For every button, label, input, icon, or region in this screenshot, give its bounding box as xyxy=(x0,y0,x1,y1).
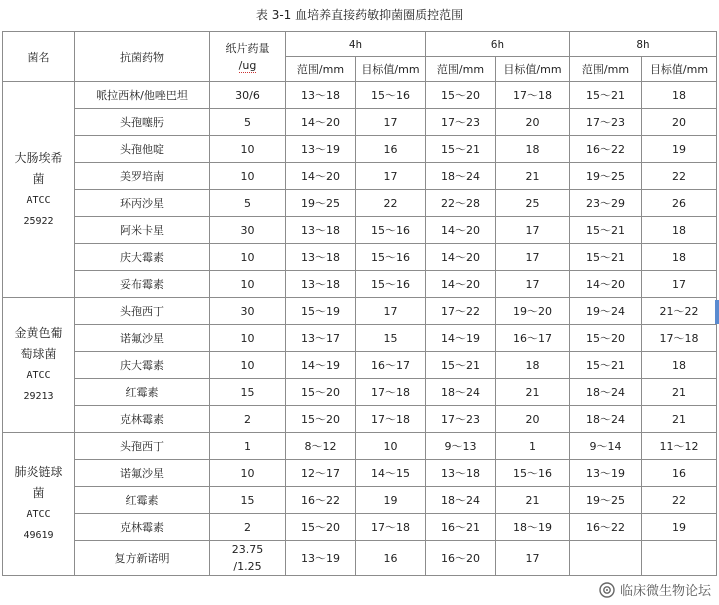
range-6h-cell: 17～23 xyxy=(426,406,496,433)
table-row xyxy=(3,352,717,379)
target-6h-cell: 18 xyxy=(496,136,570,163)
target-6h-cell: 17 xyxy=(496,541,570,576)
target-8h-cell xyxy=(642,541,717,576)
target-8h-cell: 21 xyxy=(642,379,717,406)
table-row xyxy=(3,298,717,325)
target-8h-cell: 18 xyxy=(642,82,717,109)
target-8h-cell: 22 xyxy=(642,487,717,514)
target-8h-cell: 18 xyxy=(642,244,717,271)
watermark-text: 临床微生物论坛 xyxy=(619,584,711,599)
target-6h-cell: 20 xyxy=(496,109,570,136)
target-4h-cell: 16 xyxy=(356,136,426,163)
range-8h-cell: 19～25 xyxy=(570,487,642,514)
dose-cell: 1 xyxy=(210,433,286,460)
table-row xyxy=(3,82,717,109)
range-6h-cell: 17～23 xyxy=(426,109,496,136)
range-4h-cell: 8～12 xyxy=(286,433,356,460)
table-row xyxy=(3,460,717,487)
organism-line: 49619 xyxy=(23,530,54,541)
drug-cell: 头孢西丁 xyxy=(75,433,210,460)
target-6h-cell: 25 xyxy=(496,190,570,217)
target-6h-cell: 18 xyxy=(496,352,570,379)
range-6h-cell: 15～21 xyxy=(426,136,496,163)
target-8h-cell: 26 xyxy=(642,190,717,217)
header-time-8h: 8h xyxy=(570,32,717,57)
organism-line: 菌 xyxy=(32,171,45,186)
target-6h-cell: 21 xyxy=(496,163,570,190)
range-6h-cell: 14～20 xyxy=(426,244,496,271)
organism-line: 大肠埃希 xyxy=(14,150,63,165)
range-4h-cell: 13～19 xyxy=(286,541,356,576)
table-row xyxy=(3,487,717,514)
drug-cell: 诺氟沙星 xyxy=(75,460,210,487)
range-4h-cell: 13～17 xyxy=(286,325,356,352)
range-8h-cell: 18～24 xyxy=(570,379,642,406)
range-8h-cell: 15～21 xyxy=(570,352,642,379)
target-4h-cell: 15～16 xyxy=(356,82,426,109)
header-target: 目标值/mm xyxy=(356,57,426,82)
scrollbar-thumb[interactable] xyxy=(715,300,719,324)
organism-line: 菌 xyxy=(32,486,45,500)
range-4h-cell: 19～25 xyxy=(286,190,356,217)
header-dose xyxy=(210,32,286,82)
range-8h-cell: 16～22 xyxy=(570,514,642,541)
dose-cell: 10 xyxy=(210,460,286,487)
target-4h-cell: 17～18 xyxy=(356,406,426,433)
dose-cell: 10 xyxy=(210,163,286,190)
table-row xyxy=(3,136,717,163)
table-row xyxy=(3,541,717,576)
table-row xyxy=(3,271,717,298)
target-6h-cell: 16～17 xyxy=(496,325,570,352)
target-4h-cell: 17～18 xyxy=(356,379,426,406)
target-8h-cell: 18 xyxy=(642,352,717,379)
range-8h-cell: 9～14 xyxy=(570,433,642,460)
table-caption: 表 3-1 血培养直接药敏抑菌圈质控范围 xyxy=(255,8,464,22)
range-8h-cell: 19～25 xyxy=(570,163,642,190)
target-4h-cell: 15 xyxy=(356,325,426,352)
target-8h-cell: 17 xyxy=(642,271,717,298)
target-8h-cell: 20 xyxy=(642,109,717,136)
range-8h-cell: 23～29 xyxy=(570,190,642,217)
target-8h-cell: 21 xyxy=(642,406,717,433)
range-6h-cell: 17～22 xyxy=(426,298,496,325)
range-8h-cell: 18～24 xyxy=(570,406,642,433)
table-row xyxy=(3,433,717,460)
range-8h-cell: 15～21 xyxy=(570,244,642,271)
table-row xyxy=(3,406,717,433)
drug-cell: 头孢他啶 xyxy=(75,136,210,163)
range-6h-cell: 18～24 xyxy=(426,487,496,514)
table-row xyxy=(3,244,717,271)
target-4h-cell: 17 xyxy=(356,163,426,190)
target-4h-cell: 19 xyxy=(356,487,426,514)
dose-cell: 2 xyxy=(210,406,286,433)
dose-cell: 10 xyxy=(210,325,286,352)
range-4h-cell: 15～20 xyxy=(286,514,356,541)
dose-cell: 10 xyxy=(210,136,286,163)
target-6h-cell: 1 xyxy=(496,433,570,460)
range-4h-cell: 13～18 xyxy=(286,82,356,109)
organism-line: 29213 xyxy=(23,391,54,402)
range-8h-cell: 15～20 xyxy=(570,325,642,352)
organism-line: ATCC xyxy=(26,509,51,520)
header-target: 目标值/mm xyxy=(642,57,717,82)
header-range: 范围/mm xyxy=(570,57,642,82)
target-4h-cell: 15～16 xyxy=(356,244,426,271)
range-4h-cell: 14～20 xyxy=(286,163,356,190)
range-4h-cell: 15～20 xyxy=(286,379,356,406)
range-4h-cell: 13～19 xyxy=(286,136,356,163)
range-6h-cell: 18～24 xyxy=(426,163,496,190)
dose-cell: 10 xyxy=(210,271,286,298)
dose-cell: 30 xyxy=(210,217,286,244)
drug-cell: 庆大霉素 xyxy=(75,352,210,379)
target-8h-cell: 19 xyxy=(642,136,717,163)
range-6h-cell: 13～18 xyxy=(426,460,496,487)
target-6h-cell: 17 xyxy=(496,271,570,298)
range-8h-cell: 15～21 xyxy=(570,217,642,244)
header-time-6h: 6h xyxy=(426,32,570,57)
target-4h-cell: 17 xyxy=(356,109,426,136)
drug-cell: 妥布霉素 xyxy=(75,271,210,298)
range-6h-cell: 16～21 xyxy=(426,514,496,541)
watermark xyxy=(598,580,711,599)
table-row xyxy=(3,379,717,406)
target-8h-cell: 18 xyxy=(642,217,717,244)
range-4h-cell: 14～19 xyxy=(286,352,356,379)
range-8h-cell: 19～24 xyxy=(570,298,642,325)
dose-line: /1.25 xyxy=(233,560,262,573)
range-8h-cell: 16～22 xyxy=(570,136,642,163)
range-4h-cell: 14～20 xyxy=(286,109,356,136)
target-4h-cell: 17 xyxy=(356,298,426,325)
dose-cell: 10 xyxy=(210,244,286,271)
range-6h-cell: 15～21 xyxy=(426,352,496,379)
target-8h-cell: 17～18 xyxy=(642,325,717,352)
drug-cell: 克林霉素 xyxy=(75,406,210,433)
organism-cell xyxy=(3,82,75,298)
range-6h-cell: 16～20 xyxy=(426,541,496,576)
drug-cell: 阿米卡星 xyxy=(75,217,210,244)
organism-line: ATCC xyxy=(26,370,51,381)
target-6h-cell: 17 xyxy=(496,217,570,244)
target-6h-cell: 17～18 xyxy=(496,82,570,109)
range-4h-cell: 13～18 xyxy=(286,244,356,271)
target-6h-cell: 17 xyxy=(496,244,570,271)
target-6h-cell: 18～19 xyxy=(496,514,570,541)
dose-cell: 5 xyxy=(210,190,286,217)
header-organism: 菌名 xyxy=(3,32,75,82)
range-4h-cell: 12～17 xyxy=(286,460,356,487)
organism-line: 金黄色葡 xyxy=(14,326,63,340)
drug-cell: 头孢西丁 xyxy=(75,298,210,325)
table-row xyxy=(3,109,717,136)
qc-range-table xyxy=(2,31,717,576)
target-6h-cell: 19～20 xyxy=(496,298,570,325)
drug-cell: 美罗培南 xyxy=(75,163,210,190)
target-8h-cell: 16 xyxy=(642,460,717,487)
drug-cell: 哌拉西林/他唑巴坦 xyxy=(75,82,210,109)
range-6h-cell: 14～20 xyxy=(426,271,496,298)
table-row xyxy=(3,163,717,190)
organism-cell xyxy=(3,433,75,576)
header-dose-line1: 纸片药量 xyxy=(225,41,270,55)
range-6h-cell: 9～13 xyxy=(426,433,496,460)
drug-cell: 庆大霉素 xyxy=(75,244,210,271)
range-6h-cell: 15～20 xyxy=(426,82,496,109)
target-6h-cell: 15～16 xyxy=(496,460,570,487)
range-4h-cell: 15～19 xyxy=(286,298,356,325)
organism-line: 25922 xyxy=(23,215,54,227)
header-range: 范围/mm xyxy=(286,57,356,82)
drug-cell: 复方新诺明 xyxy=(75,541,210,576)
target-4h-cell: 15～16 xyxy=(356,271,426,298)
range-4h-cell: 13～18 xyxy=(286,217,356,244)
organism-cell xyxy=(3,298,75,433)
target-4h-cell: 14～15 xyxy=(356,460,426,487)
dose-cell: 5 xyxy=(210,109,286,136)
target-4h-cell: 22 xyxy=(356,190,426,217)
dose-cell: 2 xyxy=(210,514,286,541)
header-drug: 抗菌药物 xyxy=(75,32,210,82)
target-4h-cell: 16～17 xyxy=(356,352,426,379)
table-row xyxy=(3,325,717,352)
table-body xyxy=(3,82,717,576)
range-6h-cell: 22～28 xyxy=(426,190,496,217)
target-8h-cell: 21～22 xyxy=(642,298,717,325)
drug-cell: 克林霉素 xyxy=(75,514,210,541)
wechat-official-account-icon xyxy=(598,582,616,598)
drug-cell: 头孢噻肟 xyxy=(75,109,210,136)
header-dose-unit: /ug xyxy=(238,58,257,72)
range-4h-cell: 16～22 xyxy=(286,487,356,514)
target-4h-cell: 16 xyxy=(356,541,426,576)
drug-cell: 红霉素 xyxy=(75,487,210,514)
target-4h-cell: 17～18 xyxy=(356,514,426,541)
organism-line: 萄球菌 xyxy=(20,347,57,361)
range-8h-cell: 17～23 xyxy=(570,109,642,136)
dose-cell: 30/6 xyxy=(210,82,286,109)
header-target: 目标值/mm xyxy=(496,57,570,82)
target-6h-cell: 21 xyxy=(496,487,570,514)
drug-cell: 环丙沙星 xyxy=(75,190,210,217)
target-8h-cell: 11～12 xyxy=(642,433,717,460)
target-6h-cell: 20 xyxy=(496,406,570,433)
table-row xyxy=(3,190,717,217)
organism-line: ATCC xyxy=(26,194,51,206)
range-8h-cell xyxy=(570,541,642,576)
target-8h-cell: 19 xyxy=(642,514,717,541)
range-6h-cell: 18～24 xyxy=(426,379,496,406)
header-range: 范围/mm xyxy=(426,57,496,82)
drug-cell: 诺氟沙星 xyxy=(75,325,210,352)
dose-line: 23.75 xyxy=(231,543,264,556)
organism-line: 肺炎链球 xyxy=(14,465,63,479)
drug-cell: 红霉素 xyxy=(75,379,210,406)
table-row xyxy=(3,217,717,244)
header-time-4h: 4h xyxy=(286,32,426,57)
target-4h-cell: 10 xyxy=(356,433,426,460)
range-8h-cell: 13～19 xyxy=(570,460,642,487)
dose-cell: 15 xyxy=(210,487,286,514)
range-8h-cell: 14～20 xyxy=(570,271,642,298)
range-6h-cell: 14～19 xyxy=(426,325,496,352)
dose-cell: 15 xyxy=(210,379,286,406)
table-row xyxy=(3,514,717,541)
target-8h-cell: 22 xyxy=(642,163,717,190)
target-6h-cell: 21 xyxy=(496,379,570,406)
dose-cell xyxy=(210,541,286,576)
range-4h-cell: 13～18 xyxy=(286,271,356,298)
range-6h-cell: 14～20 xyxy=(426,217,496,244)
range-4h-cell: 15～20 xyxy=(286,406,356,433)
range-8h-cell: 15～21 xyxy=(570,82,642,109)
dose-cell: 30 xyxy=(210,298,286,325)
dose-cell: 10 xyxy=(210,352,286,379)
target-4h-cell: 15～16 xyxy=(356,217,426,244)
